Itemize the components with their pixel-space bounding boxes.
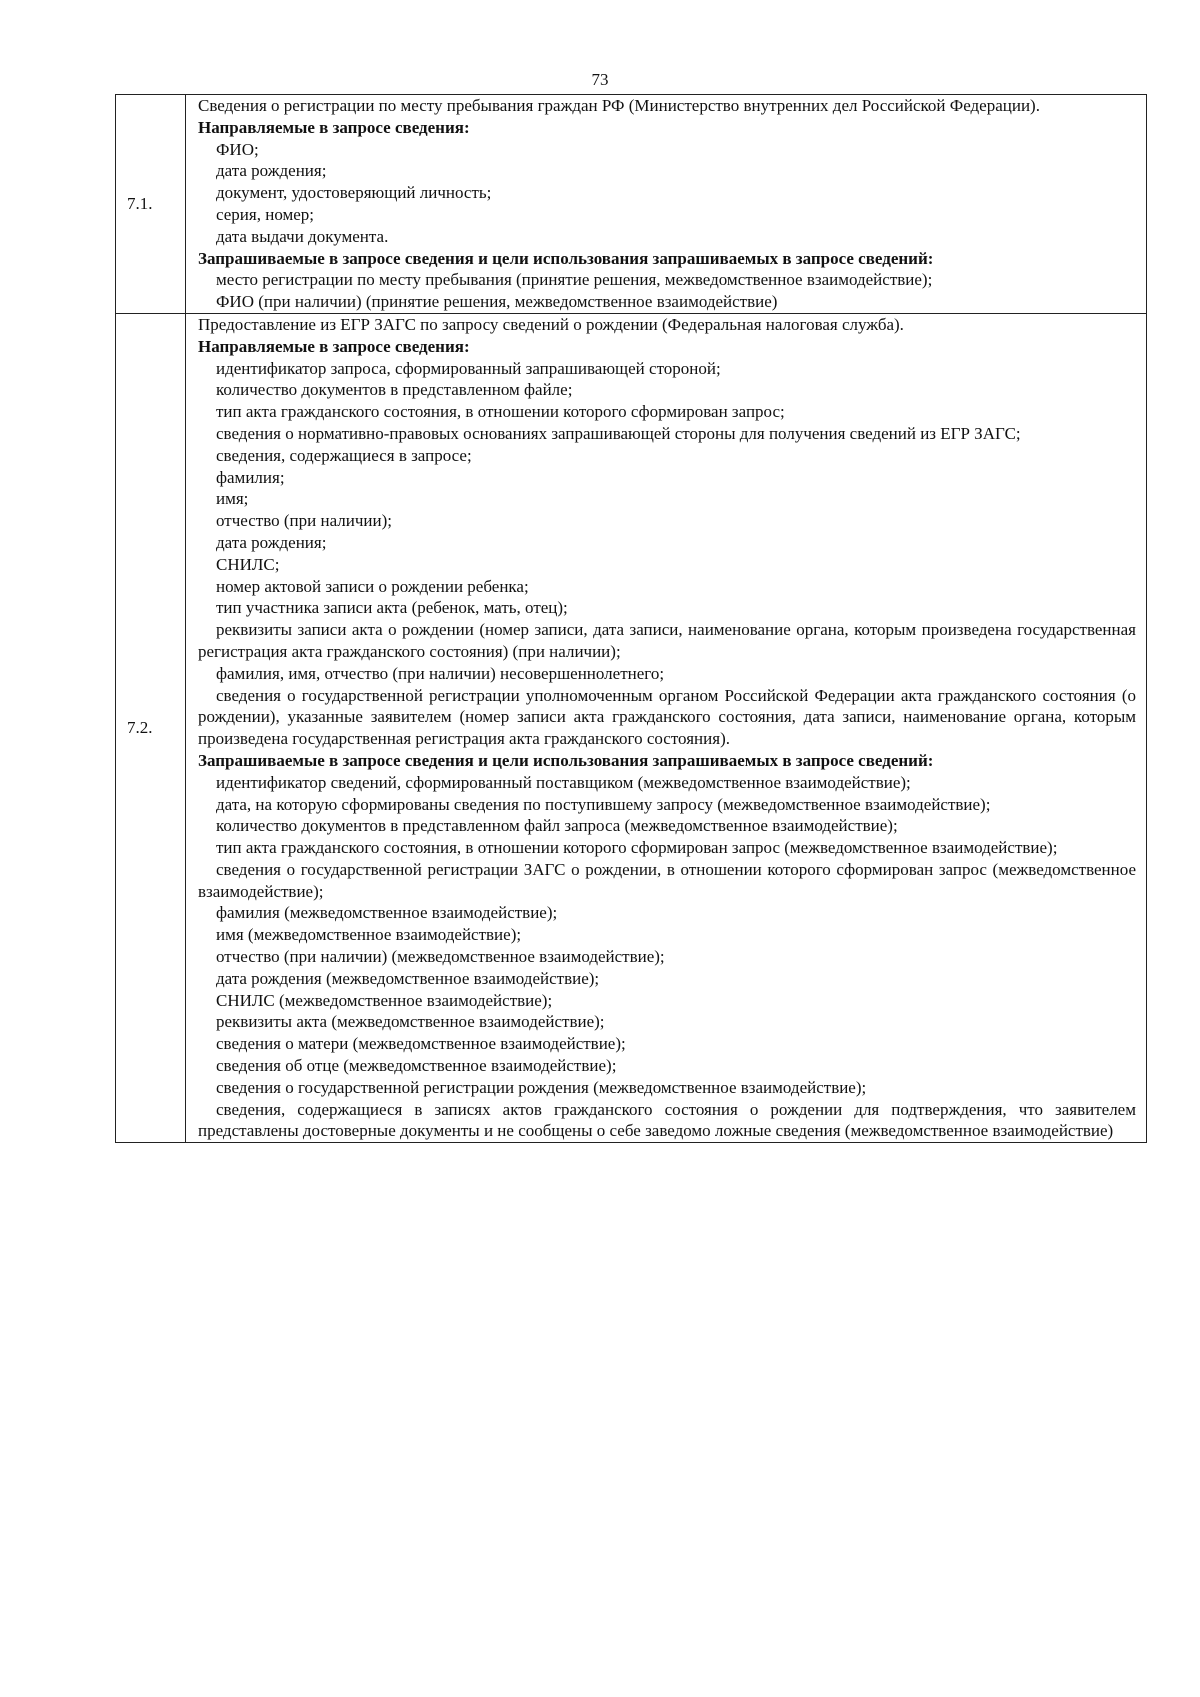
row-number: 7.2.: [116, 313, 186, 1142]
content-line: идентификатор сведений, сформированный поставщиком (межведомственное взаимодействие);: [216, 772, 911, 792]
content-line: место регистрации по месту пребывания (принятие решения, межведомственное взаимодействие);: [216, 270, 933, 290]
table-row: [116, 95, 1147, 314]
content-line: отчество (при наличии);: [216, 511, 392, 531]
page-number: 73: [591, 70, 609, 89]
content-line: дата рождения (межведомственное взаимодействие);: [216, 968, 600, 988]
content-line: количество документов в представленном файл запроса (межведомственное взаимодействие);: [216, 816, 898, 836]
content-line: реквизиты акта (межведомственное взаимодействие);: [216, 1012, 605, 1032]
content-line: ФИО (при наличии) (принятие решения, межведомственное взаимодействие): [216, 292, 778, 312]
row-number: 7.1.: [116, 95, 186, 314]
content-line: Сведения о регистрации по месту пребывания граждан РФ (Министерство внутренних дел Российской Федерации).: [198, 96, 1040, 115]
content-line: фамилия (межведомственное взаимодействие);: [216, 903, 558, 923]
table-row: [116, 313, 1147, 1142]
content-line: реквизиты записи акта о рождении (номер записи, дата записи, наименование органа, которым произведена государственная регистрация акта гражданского состояния) (при наличии);: [198, 620, 1136, 661]
content-line: сведения о государственной регистрации рождения (межведомственное взаимодействие);: [216, 1077, 867, 1097]
content-line: количество документов в представленном файле;: [216, 380, 573, 400]
table-body: [116, 95, 1147, 1143]
content-line: сведения, содержащиеся в записях актов гражданского состояния о рождении для подтверждения, что заявителем представлены достоверные документы и не сообщены о себе заведомо ложные сведения (межведомственное взаимодействие): [198, 1099, 1136, 1141]
content-line: Предоставление из ЕГР ЗАГС по запросу сведений о рождении (Федеральная налоговая служба).: [198, 314, 904, 334]
content-line: СНИЛС (межведомственное взаимодействие);: [216, 990, 553, 1010]
content-line: тип акта гражданского состояния, в отношении которого сформирован запрос (межведомственное взаимодействие);: [216, 838, 1058, 858]
content-line: идентификатор запроса, сформированный запрашивающей стороной;: [216, 358, 721, 378]
content-line: дата, на которую сформированы сведения по поступившему запросу (межведомственное взаимодействие);: [216, 794, 991, 814]
services-table: [115, 94, 1147, 1143]
row-content: [186, 95, 1147, 314]
content-line: сведения о государственной регистрации ЗАГС о рождении, в отношении которого сформирован запрос (межведомственное взаимодействие);: [198, 859, 1136, 901]
content-line: сведения о государственной регистрации уполномоченным органом Российской Федерации акта гражданского состояния (о рождении), указанные заявителем (номер записи акта гражданского состояния, дата записи, наименование органа, которым произведена государственная регистрация акта гражданского состояния).: [198, 685, 1136, 749]
content-line: тип акта гражданского состояния, в отношении которого сформирован запрос;: [216, 402, 785, 422]
content-line: сведения о матери (межведомственное взаимодействие);: [216, 1034, 626, 1054]
content-line: серия, номер;: [216, 204, 315, 224]
content-line: дата рождения;: [216, 532, 327, 552]
content-line: имя (межведомственное взаимодействие);: [216, 925, 522, 945]
content-line: дата выдачи документа.: [216, 226, 389, 246]
content-line: отчество (при наличии) (межведомственное взаимодействие);: [216, 947, 665, 967]
row-content: [186, 313, 1147, 1142]
section-heading: Направляемые в запросе сведения:: [198, 336, 470, 356]
content-line: тип участника записи акта (ребенок, мать, отец);: [216, 598, 568, 618]
content-line: имя;: [216, 489, 249, 509]
section-heading: Запрашиваемые в запросе сведения и цели использования запрашиваемых в запросе сведений:: [198, 750, 934, 770]
content-line: номер актовой записи о рождении ребенка;: [216, 576, 529, 596]
content-line: сведения, содержащиеся в запросе;: [216, 445, 472, 465]
content-line: фамилия, имя, отчество (при наличии) несовершеннолетнего;: [216, 663, 665, 683]
content-line: документ, удостоверяющий личность;: [216, 183, 492, 203]
content-line: фамилия;: [216, 467, 285, 487]
section-heading: Направляемые в запросе сведения:: [198, 117, 470, 137]
content-line: сведения о нормативно-правовых основаниях запрашивающей стороны для получения сведений из ЕГР ЗАГС;: [216, 423, 1021, 443]
section-heading: Запрашиваемые в запросе сведения и цели использования запрашиваемых в запросе сведений:: [198, 248, 934, 268]
content-line: ФИО;: [216, 139, 259, 159]
content-line: дата рождения;: [216, 161, 327, 181]
content-line: сведения об отце (межведомственное взаимодействие);: [216, 1056, 617, 1076]
content-line: СНИЛС;: [216, 554, 280, 574]
